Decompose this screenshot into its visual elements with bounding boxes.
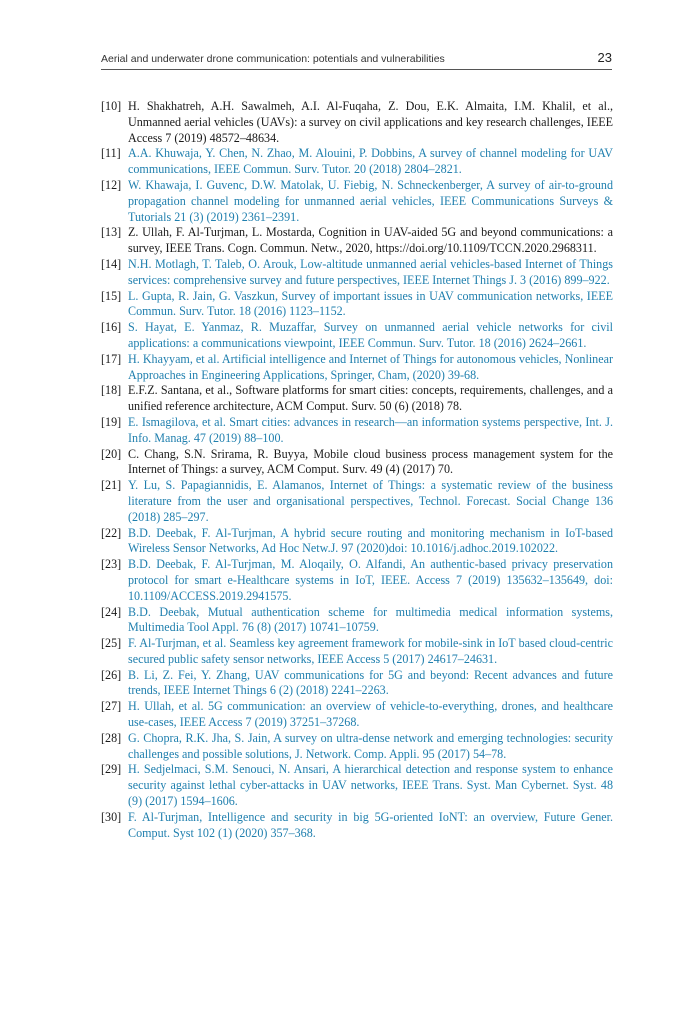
reference-link[interactable]: B.D. Deebak, F. Al-Turjman, M. Aloqaily, O. Alfandi, An authentic-based privacy preservation protocol for smart e-Healthcare systems in IoT, IEEE. Access 7 (2019) 135632–135649, doi: 10.1109/ACCESS.2019.2941575. — [128, 557, 613, 603]
reference-item — [101, 478, 613, 525]
reference-item — [101, 731, 613, 763]
reference-link[interactable]: F. Al-Turjman, et al. Seamless key agreement framework for mobile-sink in IoT based cloud-centric secured public safety sensor networks, IEEE Access 5 (2017) 24617–24631. — [128, 636, 613, 666]
reference-number: [20] — [101, 446, 122, 461]
reference-item — [101, 352, 613, 384]
reference-link[interactable]: B. Li, Z. Fei, Y. Zhang, UAV communications for 5G and beyond: Recent advances and future trends, IEEE Internet Things 6 (2) (2018) 2241–2263. — [128, 667, 613, 698]
reference-number: [22] — [101, 525, 122, 540]
reference-number: [27] — [101, 699, 122, 714]
reference-number: [15] — [101, 288, 122, 303]
reference-item — [101, 383, 613, 415]
reference-text: H. Shakhatreh, A.H. Sawalmeh, A.I. Al-Fuqaha, Z. Dou, E.K. Almaita, I.M. Khalil, et al., Unmanned aerial vehicles (UAVs): a survey on civil applications and key research challenges, IEEE Access 7 (2019) 48572–48634. — [128, 99, 613, 145]
reference-text: E.F.Z. Santana, et al., Software platforms for smart cities: concepts, requirements, challenges, and a unified reference architecture, ACM Comput. Surv. 50 (6) (2018) 78. — [128, 383, 613, 414]
reference-number: [25] — [101, 636, 122, 651]
reference-number: [30] — [101, 809, 122, 824]
reference-link[interactable]: B.D. Deebak, Mutual authentication scheme for multimedia medical information systems, Multimedia Tool Appl. 76 (8) (2017) 10741–10759. — [128, 604, 613, 635]
reference-link[interactable]: A.A. Khuwaja, Y. Chen, N. Zhao, M. Alouini, P. Dobbins, A survey of channel modeling for UAV communications, IEEE Commun. Surv. Tutor. 20 (2018) 2804–2821. — [128, 146, 613, 177]
reference-link[interactable]: G. Chopra, R.K. Jha, S. Jain, A survey on ultra-dense network and emerging technologies: security challenges and possible solutions, J. Network. Comp. Appli. 95 (2017) 54–78. — [128, 730, 613, 761]
reference-item — [101, 447, 613, 479]
reference-number: [28] — [101, 730, 122, 745]
reference-link[interactable]: S. Hayat, E. Yanmaz, R. Muzaffar, Survey on unmanned aerial vehicle networks for civil applications: a communications viewpoint, IEEE Commun. Surv. Tutor. 18 (2016) 2624–2661. — [128, 320, 613, 350]
reference-number: [23] — [101, 557, 122, 572]
reference-number: [19] — [101, 414, 122, 429]
reference-item — [101, 557, 613, 604]
reference-item — [101, 146, 613, 178]
reference-number: [17] — [101, 351, 122, 366]
reference-number: [14] — [101, 256, 122, 271]
reference-link[interactable]: Y. Lu, S. Papagiannidis, E. Alamanos, Internet of Things: a systematic review of the business literature from the user and organisational perspectives, Technol. Forecast. Social Change 136 (2018) 285–297. — [128, 478, 613, 524]
reference-item — [101, 178, 613, 225]
reference-link[interactable]: H. Khayyam, et al. Artificial intelligence and Internet of Things for autonomous vehicles, Nonlinear Approaches in Engineering Applications, Springer, Cham, (2020) 39-68. — [128, 351, 613, 382]
reference-link[interactable]: W. Khawaja, I. Guvenc, D.W. Matolak, U. Fiebig, N. Schneckenberger, A survey of air-to-ground propagation channel modeling for unmanned aerial vehicles, IEEE Communications Surveys & Tutorials 21 (3) (2019) 2361–2391. — [128, 177, 613, 224]
reference-item — [101, 320, 613, 352]
reference-item — [101, 668, 613, 700]
reference-number: [10] — [101, 99, 122, 113]
reference-item — [101, 99, 613, 146]
reference-item — [101, 225, 613, 257]
reference-item — [101, 289, 613, 321]
reference-link[interactable]: B.D. Deebak, F. Al-Turjman, A hybrid secure routing and monitoring mechanism in IoT-based Wireless Sensor Networks, Ad Hoc Netw.J. 97 (2020)doi: 10.1016/j.adhoc.2019.102022. — [128, 525, 613, 556]
reference-number: [18] — [101, 383, 122, 398]
reference-item — [101, 526, 613, 558]
reference-number: [24] — [101, 604, 122, 619]
running-head — [101, 50, 612, 70]
reference-item — [101, 257, 613, 289]
reference-link[interactable]: F. Al-Turjman, Intelligence and security in big 5G-oriented IoNT: an overview, Future Gener. Comput. Syst 102 (1) (2020) 357–368. — [128, 809, 613, 840]
reference-link[interactable]: H. Ullah, et al. 5G communication: an overview of vehicle-to-everything, drones, and healthcare use-cases, IEEE Access 7 (2019) 37251–37268. — [128, 699, 613, 730]
reference-item — [101, 810, 613, 842]
reference-link[interactable]: L. Gupta, R. Jain, G. Vaszkun, Survey of important issues in UAV communication networks, IEEE Commun. Surv. Tutor. 18 (2016) 1123–1152. — [128, 288, 613, 319]
reference-number: [13] — [101, 225, 122, 240]
reference-item — [101, 762, 613, 809]
reference-item — [101, 699, 613, 731]
reference-number: [11] — [101, 146, 121, 161]
reference-link[interactable]: H. Sedjelmaci, S.M. Senouci, N. Ansari, A hierarchical detection and response system to enhance security against lethal cyber-attacks in UAV networks, IEEE Trans. Syst. Man Cybernet. Syst. 48 (9) (2017) 1594–1606. — [128, 762, 613, 809]
reference-item — [101, 415, 613, 447]
reference-number: [21] — [101, 478, 122, 493]
reference-number: [12] — [101, 177, 122, 192]
page-number: 23 — [597, 50, 612, 65]
reference-text: Z. Ullah, F. Al-Turjman, L. Mostarda, Cognition in UAV-aided 5G and beyond communications: a survey, IEEE Trans. Cogn. Commun. Netw., 2020, https://doi.org/10.1109/TCCN.2020.2968311. — [128, 225, 613, 256]
reference-link[interactable]: N.H. Motlagh, T. Taleb, O. Arouk, Low-altitude unmanned aerial vehicles-based Internet of Things services: comprehensive survey and future perspectives, IEEE Internet Things J. 3 (2016) 899–922. — [128, 256, 613, 287]
running-title: Aerial and underwater drone communication: potentials and vulnerabilities — [101, 53, 445, 65]
reference-item — [101, 636, 613, 668]
reference-number: [26] — [101, 667, 122, 682]
reference-list — [101, 99, 613, 841]
reference-number: [16] — [101, 320, 122, 335]
reference-text: C. Chang, S.N. Srirama, R. Buyya, Mobile cloud business process management system for the Internet of Things: a survey, ACM Comput. Surv. 49 (4) (2017) 70. — [128, 446, 613, 477]
reference-number: [29] — [101, 762, 122, 777]
reference-link[interactable]: E. Ismagilova, et al. Smart cities: advances in research—an information systems perspective, Int. J. Info. Manag. 47 (2019) 88–100. — [128, 414, 613, 445]
reference-item — [101, 605, 613, 637]
